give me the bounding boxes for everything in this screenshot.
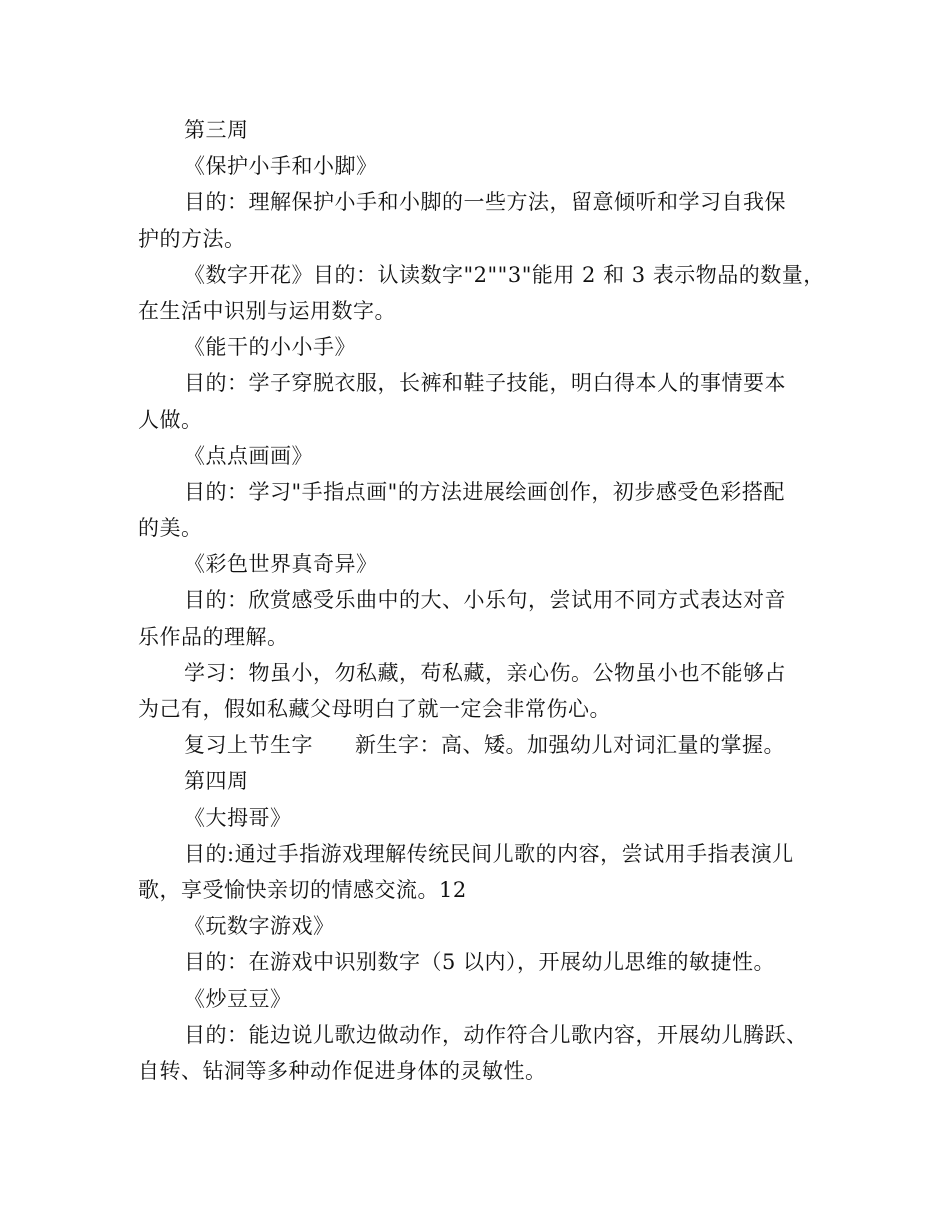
lesson-title-thumb: 《大拇哥》	[184, 805, 292, 830]
lesson-goal-continuation: 在生活中识别与运用数字。	[138, 298, 396, 323]
lesson-goal-line: 目的：学子穿脱衣服，长裤和鞋子技能，明白得本人的事情要本	[184, 371, 786, 396]
lesson-goal-line: 目的：能边说儿歌边做动作，动作符合儿歌内容，开展幼儿腾跃、	[184, 1022, 808, 1047]
lesson-title-protect-hands-feet: 《保护小手和小脚》	[184, 154, 378, 179]
document-body	[138, 112, 838, 1089]
lesson-goal-continuation: 歌，享受愉快亲切的情感交流。12	[138, 877, 467, 902]
review-previous-characters: 复习上节生字	[184, 733, 313, 758]
week-four-heading: 第四周	[184, 769, 249, 794]
lesson-goal-line: 目的：欣赏感受乐曲中的大、小乐句，尝试用不同方式表达对音	[184, 588, 786, 613]
lesson-goal-line: 目的:通过手指游戏理解传统民间儿歌的内容，尝试用手指表演儿	[184, 841, 794, 866]
lesson-title-fried-beans: 《炒豆豆》	[184, 986, 292, 1011]
lesson-goal-line: 目的：在游戏中识别数字（5 以内），开展幼儿思维的敏捷性。	[184, 950, 776, 975]
lesson-title-number-game: 《玩数字游戏》	[184, 914, 335, 939]
lesson-title-capable-hands: 《能干的小小手》	[184, 335, 356, 360]
lesson-title-colorful-world: 《彩色世界真奇异》	[184, 552, 378, 577]
lesson-goal-continuation: 自转、钻洞等多种动作促进身体的灵敏性。	[138, 1058, 547, 1083]
lesson-goal-line: 目的：学习"手指点画"的方法进展绘画创作，初步感受色彩搭配	[184, 479, 785, 504]
study-line: 学习：物虽小，勿私藏，苟私藏，亲心伤。公物虽小也不能够占	[184, 660, 786, 685]
lesson-goal-continuation: 护的方法。	[138, 226, 246, 251]
week-three-heading: 第三周	[184, 118, 249, 142]
lesson-title-dot-painting: 《点点画画》	[184, 443, 313, 468]
lesson-goal-continuation: 人做。	[138, 407, 203, 432]
new-characters: 新生字：高、矮。加强幼儿对词汇量的掌握。	[355, 733, 785, 758]
study-continuation: 为己有，假如私藏父母明白了就一定会非常伤心。	[138, 697, 611, 721]
lesson-goal-line: 目的：理解保护小手和小脚的一些方法，留意倾听和学习自我保	[184, 190, 786, 215]
lesson-goal-continuation: 乐作品的理解。	[138, 624, 289, 649]
review-line	[138, 727, 838, 763]
lesson-number-blossom-line: 《数字开花》目的：认读数字"2""3"能用 2 和 3 表示物品的数量，	[184, 262, 825, 287]
lesson-goal-continuation: 的美。	[138, 516, 203, 541]
